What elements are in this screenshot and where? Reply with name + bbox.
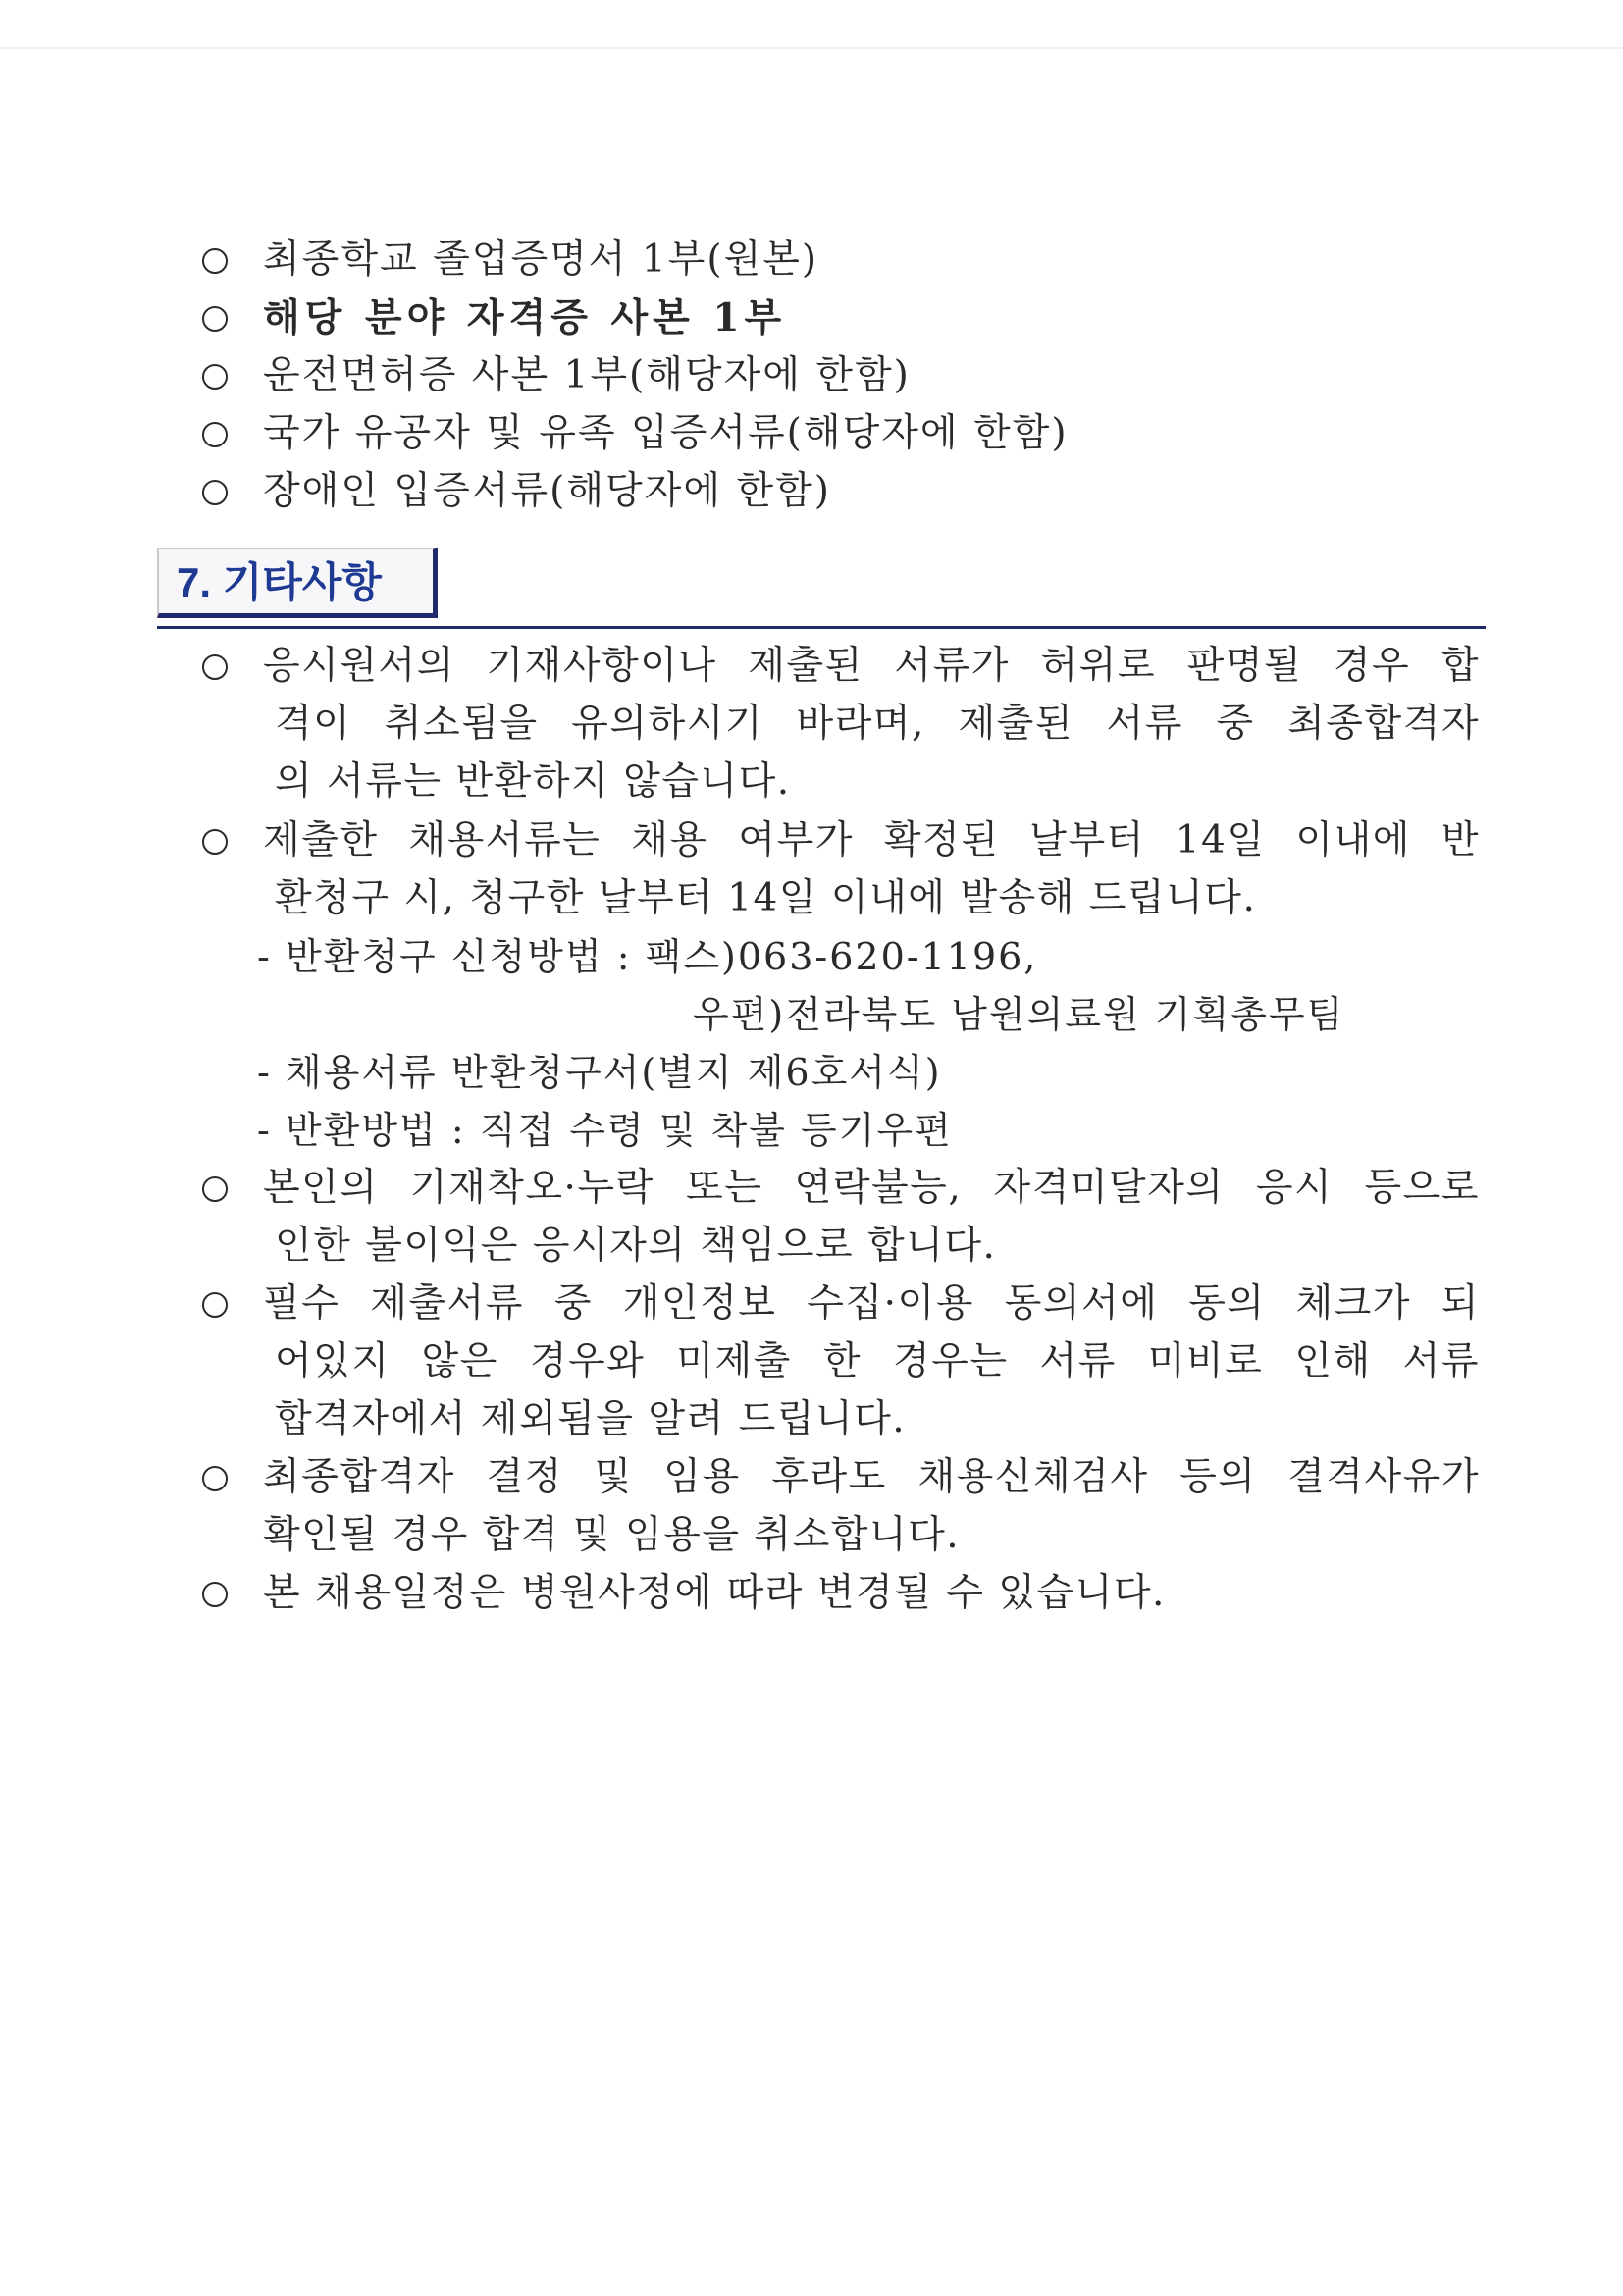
note-line: 어있지 않은 경우와 미제출 한 경우는 서류 미비로 인해 서류 xyxy=(275,1339,1480,1383)
document-item-text: 해당 분야 자격증 사본 1부 xyxy=(263,295,787,340)
note-line: 제출한 채용서류는 채용 여부가 확정된 날부터 14일 이내에 반 xyxy=(263,818,1480,862)
note-item xyxy=(204,812,1480,928)
circle-bullet-icon xyxy=(202,364,228,390)
note-item xyxy=(204,1449,1480,1565)
document-item-text: 운전면허증 사본 1부(해당자에 한함) xyxy=(263,353,911,397)
section-divider xyxy=(157,626,1486,629)
document-item-text: 최종학교 졸업증명서 1부(원본) xyxy=(263,237,819,282)
circle-bullet-icon xyxy=(202,829,228,855)
note-line: 의 서류는 반환하지 않습니다. xyxy=(275,759,791,804)
note-line: 합격자에서 제외됨을 알려 드립니다. xyxy=(275,1397,907,1441)
note-line: 격이 취소됨을 유의하시기 바라며, 제출된 서류 중 최종합격자 xyxy=(275,702,1480,746)
note-line: 응시원서의 기재사항이나 제출된 서류가 허위로 판명될 경우 합 xyxy=(263,644,1480,688)
note-line: 확인될 경우 합격 및 임용을 취소합니다. xyxy=(263,1513,961,1557)
note-line: 본인의 기재착오·누락 또는 연락불능, 자격미달자의 응시 등으로 xyxy=(263,1166,1480,1210)
document-item-text: 국가 유공자 및 유족 입증서류(해당자에 한함) xyxy=(263,411,1069,455)
circle-bullet-icon xyxy=(202,654,228,680)
return-form-line: - 채용서류 반환청구서(별지 제6호서식) xyxy=(257,1051,942,1094)
circle-bullet-icon xyxy=(202,1292,228,1318)
circle-bullet-icon xyxy=(202,480,228,505)
circle-bullet-icon xyxy=(202,422,228,447)
circle-bullet-icon xyxy=(202,306,228,332)
section-title: 7. 기타사항 xyxy=(177,559,382,605)
circle-bullet-icon xyxy=(202,1582,228,1607)
note-item xyxy=(204,1276,1480,1448)
circle-bullet-icon xyxy=(202,1176,228,1202)
section-heading-box xyxy=(157,548,438,618)
note-item xyxy=(204,1565,1480,1623)
note-line: 본 채용일정은 병원사정에 따라 변경될 수 있습니다. xyxy=(263,1571,1166,1615)
return-address-line: 우편)전라북도 남원의료원 기획총무팀 xyxy=(693,993,1345,1036)
return-delivery-line: - 반환방법 : 직접 수령 및 착불 등기우편 xyxy=(257,1109,953,1152)
note-line: 인한 불이익은 응시자의 책임으로 합니다. xyxy=(275,1224,997,1268)
note-line: 최종합격자 결정 및 임용 후라도 채용신체검사 등의 결격사유가 xyxy=(263,1455,1480,1499)
note-item xyxy=(204,1160,1480,1276)
circle-bullet-icon xyxy=(202,248,228,274)
circle-bullet-icon xyxy=(202,1466,228,1491)
note-line: 환청구 시, 청구한 날부터 14일 이내에 발송해 드립니다. xyxy=(275,876,1257,920)
scan-edge-line xyxy=(0,47,1623,49)
document-item-text: 장애인 입증서류(해당자에 한함) xyxy=(263,469,831,513)
note-item xyxy=(204,638,1480,810)
return-method-line: - 반환청구 신청방법 : 팩스)063-620-1196, xyxy=(257,935,1038,978)
note-line: 필수 제출서류 중 개인정보 수집·이용 동의서에 동의 체크가 되 xyxy=(263,1281,1480,1326)
